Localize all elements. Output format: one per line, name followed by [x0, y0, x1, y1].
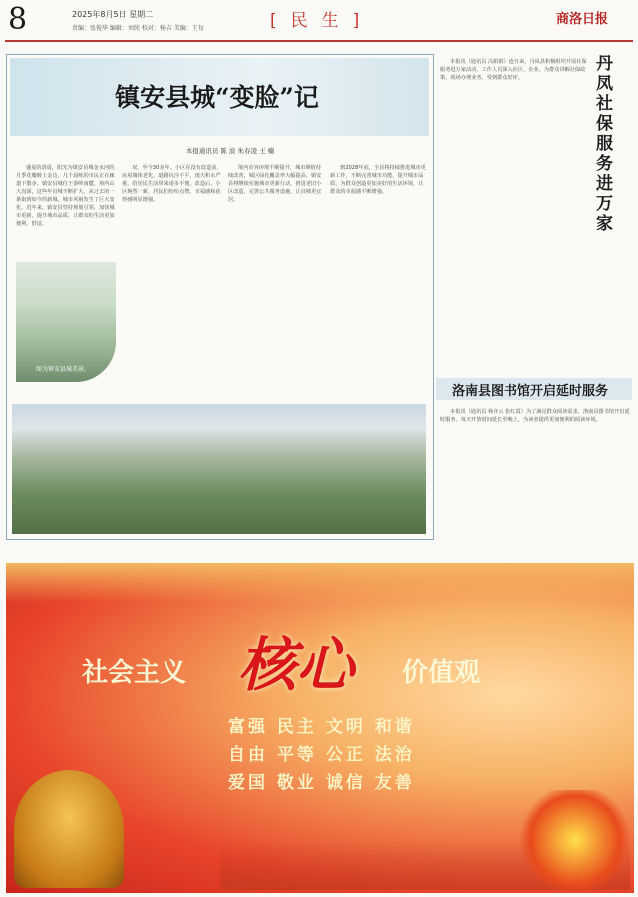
newspaper-logo: 商洛日报 — [556, 12, 609, 27]
article-column-4: 到2028年底，全县将持续推进城市更新工作，不断完善城市功能，提升城市品质，为群众创造更加美好的生活环境，让群众的幸福感不断增强。 — [330, 165, 426, 195]
article-column-2: 双，至今30多年。小区在没有改造前，房屋墙体老化，道路坑洼不平，雨天积水严重，给居民生活带来诸多不便。改造后，小区焕然一新，居民们纷纷点赞，幸福感和获得感明显增强。 — [122, 165, 222, 203]
right-article-2: 本报讯（通讯员 杨齐云 张红霞）为了满足群众阅读需求，洛南县图书馆开启延时服务，每天开放时间延长至晚上，为读者提供更加便利的阅读环境。 — [440, 409, 630, 423]
photo-caption: 图为镇安县城美景。 — [36, 366, 91, 373]
slogan-left: 社会主义 — [82, 658, 187, 688]
golden-lion-icon — [14, 770, 124, 888]
issue-date: 2025年8月5日 星期二 — [72, 10, 154, 19]
values-row-3: 爱国 敬业 诚信 友善 — [228, 773, 415, 793]
right-article-1: 本报讯（通讯员 冯娟娟）连日来，丹凤县积极组织开展社保服务进万家活动，工作人员深入社区、企业，为群众讲解社保政策，现场办理业务，受到群众好评。 — [440, 59, 587, 81]
article-column-1: 盛夏的清晨，阳光为镇安县城金水河的月季花瓣镀上金边，几个晨练的市民正在廊道下散步。镇安县城位于秦岭南麓，境内山大沟深，这些年县城不断扩大，从过去的一条街到如今的新城，城市风貌发生了巨大变化。近年来，镇安县坚持规划引领，加快城市更新，提升城市品质，让群众的生活更加便利、舒适。 — [16, 165, 115, 227]
values-row-1: 富强 民主 文明 和谐 — [228, 717, 415, 737]
banner-gold-glow — [6, 563, 634, 603]
editor-credits: 责编：张俊华 编辑：刘纯 校对：杨吉 美编：王旬 — [72, 25, 204, 32]
slogan-core: 核心 — [238, 631, 355, 699]
article-column-3: 境内市容环境不断提升，城市颜值持续改善，城区绿化覆盖率大幅提高。镇安县将继续实施城市更新行动，推进老旧小区改造，完善公共服务设施，让县城更宜居。 — [228, 165, 322, 203]
article-title: 镇安县城“变脸”记 — [115, 83, 319, 112]
slogan-right: 价值观 — [402, 658, 481, 688]
header-rule — [5, 40, 633, 42]
right-vertical-title: 丹凤社保服务进万家 — [596, 54, 613, 234]
page-number: 8 — [8, 2, 28, 37]
article-byline: 本报通讯员 陈 波 朱春凌 王 楠 — [185, 147, 275, 155]
flower-decoration — [520, 790, 630, 890]
section-name: [民生] — [270, 11, 374, 31]
values-row-2: 自由 平等 公正 法治 — [228, 745, 415, 765]
article2-title: 洛南县图书馆开启延时服务 — [452, 384, 609, 399]
city-panorama-photo — [12, 404, 426, 534]
